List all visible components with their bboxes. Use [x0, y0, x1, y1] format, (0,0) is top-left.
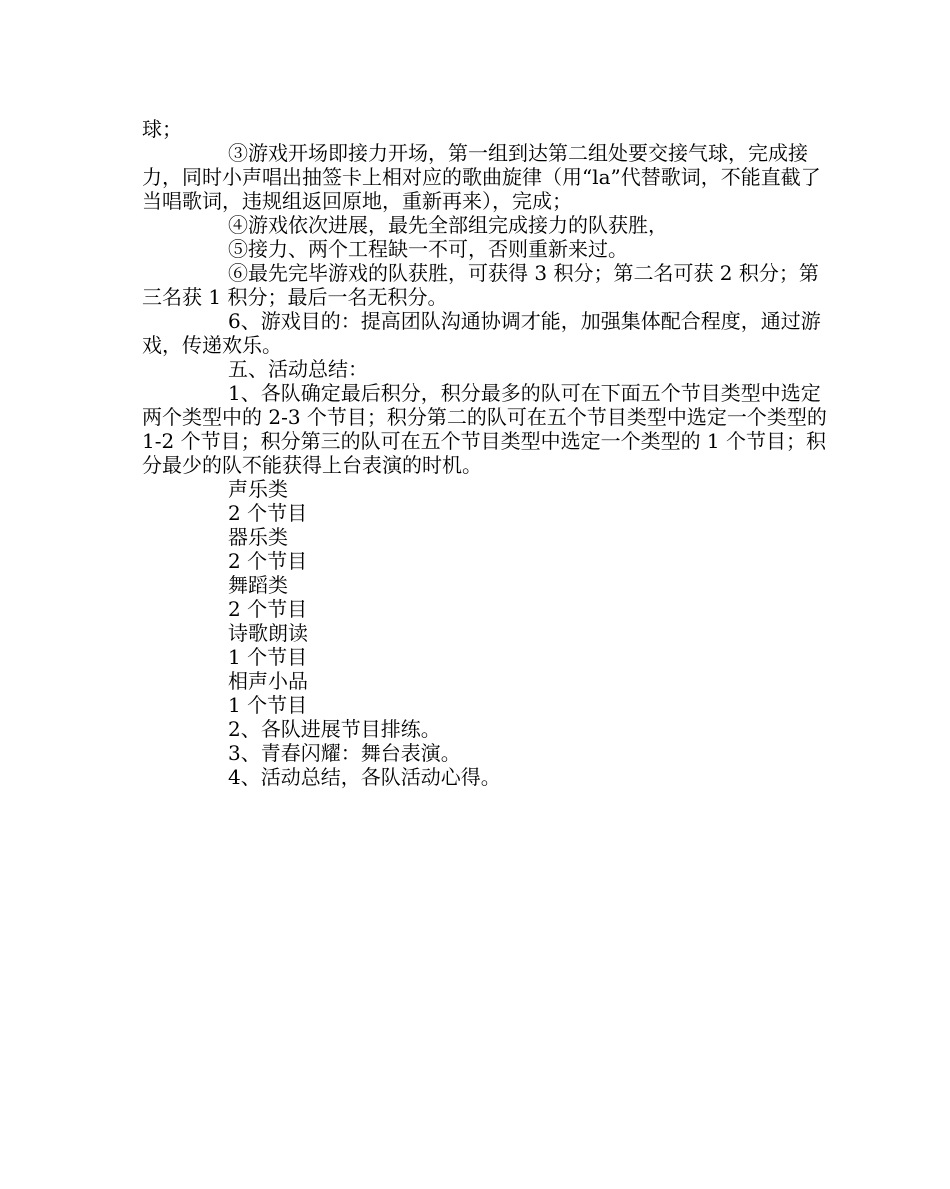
- list-item-count: 2 个节目: [228, 549, 308, 573]
- list-item-category: 声乐类: [228, 477, 288, 501]
- list-item-category: 舞蹈类: [228, 573, 288, 597]
- list-item-count: 1 个节目: [228, 693, 308, 717]
- paragraph-summary-2: 2、各队进展节目排练。: [228, 717, 441, 741]
- section-heading-summary: 五、活动总结：: [228, 357, 368, 381]
- document-body: [142, 117, 832, 789]
- list-item-category: 相声小品: [228, 669, 308, 693]
- paragraph-rule-6: ⑥最先完毕游戏的队获胜，可获得 3 积分；第二名可获 2 积分；第三名获 1 积分；最后一名无积分。: [142, 261, 819, 309]
- paragraph-rule-5: ⑤接力、两个工程缺一不可，否则重新来过。: [228, 237, 628, 261]
- list-item-category: 器乐类: [228, 525, 288, 549]
- paragraph-rule-3: ③游戏开场即接力开场，第一组到达第二组处要交接气球，完成接力，同时小声唱出抽签卡上相对应的歌曲旋律（用“la”代替歌词，不能直截了当唱歌词，违规组返回原地，重新再来），完成；: [142, 141, 821, 213]
- paragraph-rule-4: ④游戏依次进展，最先全部组完成接力的队获胜，: [228, 213, 668, 237]
- paragraph-game-purpose: 6、游戏目的：提高团队沟通协调才能，加强集体配合程度，通过游戏，传递欢乐。: [142, 309, 821, 357]
- paragraph-continuation: 球；: [142, 117, 182, 141]
- paragraph-summary-1: 1、各队确定最后积分，积分最多的队可在下面五个节目类型中选定两个类型中的 2-3 个节目；积分第二的队可在五个节目类型中选定一个类型的 1-2 个节目；积分第三的队可在五个节目类型中选定一个类型的 1 个节目；积分最少的队不能获得上台表演的时机。: [142, 381, 827, 477]
- list-item-count: 1 个节目: [228, 645, 308, 669]
- paragraph-summary-3: 3、青春闪耀：舞台表演。: [228, 741, 461, 765]
- list-item-category: 诗歌朗读: [228, 621, 308, 645]
- paragraph-summary-4: 4、活动总结，各队活动心得。: [228, 765, 501, 789]
- list-item-count: 2 个节目: [228, 501, 308, 525]
- list-item-count: 2 个节目: [228, 597, 308, 621]
